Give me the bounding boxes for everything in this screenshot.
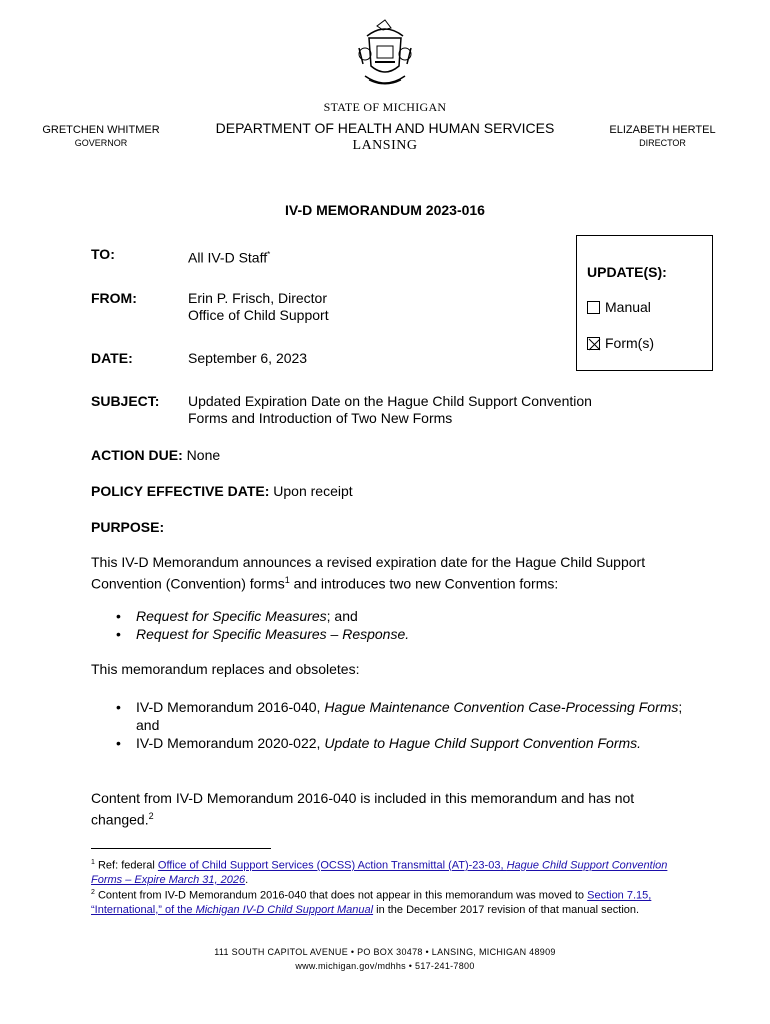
to-value-text: All IV-D Staff [188, 249, 268, 266]
obs-2-title: Update to Hague Child Support Convention Forms. [324, 735, 642, 751]
forms-label: Form(s) [605, 335, 654, 351]
footnote-2-number: 2 [91, 889, 95, 896]
manual-label: Manual [605, 299, 651, 315]
purpose-text-2: and introduces two new Convention forms: [289, 575, 559, 592]
obs-1-prefix: IV-D Memorandum 2016-040, [136, 699, 325, 715]
to-value [188, 246, 270, 267]
obs-1-suffix: ; and [136, 699, 683, 733]
director-name: ELIZABETH HERTEL [609, 124, 716, 136]
state-seal-icon [355, 18, 415, 92]
governor-name: GRETCHEN WHITMER [42, 124, 160, 136]
from-label: FROM: [91, 290, 137, 306]
obs-2-prefix: IV-D Memorandum 2020-022, [136, 735, 325, 751]
forms-checkbox-checked-icon [587, 337, 600, 350]
date-value: September 6, 2023 [188, 350, 308, 366]
footnote-1 [91, 856, 691, 887]
footnote-1-prefix: Ref: federal [94, 859, 158, 872]
action-due-value: None [182, 447, 221, 463]
policy-value: Upon receipt [269, 483, 353, 499]
list-item [91, 734, 691, 752]
footnote-2 [91, 886, 691, 917]
content-text: Content from IV-D Memorandum 2016-040 is included in this memorandum and has not changed. [91, 790, 635, 828]
list-item [91, 698, 691, 734]
department-block [180, 119, 590, 155]
forms-option [587, 335, 654, 351]
subject-label: SUBJECT: [91, 393, 160, 409]
action-due [91, 446, 691, 464]
updates-title: UPDATE(S): [587, 264, 667, 280]
memo-title: IV-D MEMORANDUM 2023-016 [285, 202, 485, 218]
footer-contact: www.michigan.gov/mdhhs • 517-241-7800 [295, 961, 475, 971]
manual-checkbox-icon [587, 301, 600, 314]
footnote-1-end: . [245, 873, 249, 886]
new-form-1-suffix: ; and [326, 608, 358, 624]
footnote-2-end: in the December 2017 revision of that manual section. [373, 903, 640, 916]
footer-address: 111 SOUTH CAPITOL AVENUE • PO BOX 30478 • LANSING, MICHIGAN 48909 [214, 947, 556, 957]
purpose-paragraph [91, 553, 651, 593]
content-paragraph [91, 789, 691, 829]
list-item [91, 625, 691, 643]
from-value [188, 290, 329, 324]
footnote-1-number: 1 [91, 859, 95, 866]
footnote-2-link-text: Section 7.15, “International,” of the [91, 889, 652, 916]
purpose-footnote-ref: 1 [284, 575, 290, 585]
from-value-line-1: Erin P. Frisch, Director [188, 290, 327, 306]
purpose-label: PURPOSE: [91, 519, 165, 535]
new-forms-list [91, 607, 691, 643]
subject-line-1: Updated Expiration Date on the Hague Child Support Convention [188, 393, 592, 409]
policy-label: POLICY EFFECTIVE DATE: [91, 483, 270, 499]
to-label: TO: [91, 246, 115, 262]
list-item [91, 607, 691, 625]
content-footnote-ref: 2 [148, 811, 154, 821]
from-value-line-2: Office of Child Support [188, 307, 329, 323]
policy-effective-date [91, 482, 691, 500]
subject-line-2: Forms and Introduction of Two New Forms [188, 410, 453, 426]
purpose-text-1: This IV-D Memorandum announces a revised expiration date for the Hague Child Support Convention (Convention) forms [91, 554, 646, 592]
director-title: DIRECTOR [639, 138, 686, 148]
obs-1-title: Hague Maintenance Convention Case-Processing Forms [324, 699, 679, 715]
to-marker: * [267, 250, 271, 259]
purpose-heading [91, 518, 691, 536]
footnote-1-link-text: Office of Child Support Services (OCSS) Action Transmittal (AT)-23-03, [157, 859, 507, 872]
date-label: DATE: [91, 350, 133, 366]
obsoletes-list [91, 698, 691, 752]
department-name: DEPARTMENT OF HEALTH AND HUMAN SERVICES [215, 120, 555, 136]
new-form-2: Request for Specific Measures – Response. [136, 626, 410, 642]
manual-option [587, 299, 651, 315]
footnote-1-link-title: Hague Child Support Convention Forms – Expire March 31, 2026 [91, 859, 668, 886]
subject-value [188, 393, 592, 427]
footnote-1-link[interactable] [91, 860, 667, 886]
footnote-2-link-title: Michigan IV-D Child Support Manual [195, 903, 374, 916]
department-city: LANSING [352, 138, 418, 153]
new-form-1: Request for Specific Measures [136, 608, 327, 624]
footnote-divider [91, 848, 271, 849]
replaces-text: This memorandum replaces and obsoletes: [91, 661, 360, 677]
action-due-label: ACTION DUE: [91, 447, 183, 463]
footnote-2-text: Content from IV-D Memorandum 2016-040 that does not appear in this memorandum was moved to [94, 889, 588, 902]
state-name: STATE OF MICHIGAN [323, 100, 447, 114]
updates-box [576, 235, 713, 371]
governor-title: GOVERNOR [74, 138, 128, 148]
